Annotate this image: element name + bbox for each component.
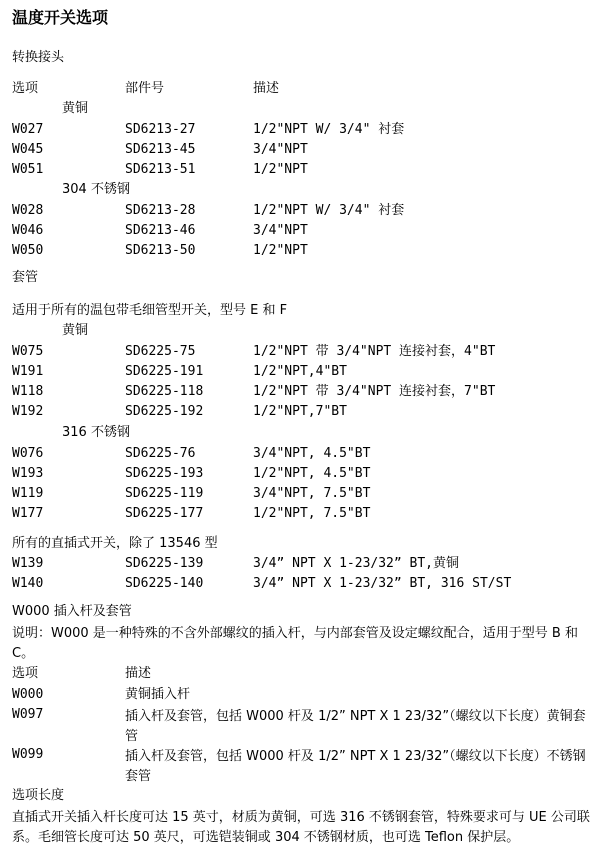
table-row (0, 142, 600, 160)
table-row (0, 162, 600, 180)
option-code: W027 (12, 122, 44, 137)
table-row (0, 203, 600, 221)
adapters-brass-label: 黄铜 (62, 101, 89, 116)
description: 3/4"NPT (253, 142, 308, 157)
option-code: W099 (12, 747, 44, 762)
table-row (0, 122, 600, 140)
length-heading: 选项长度 (12, 788, 65, 803)
description: 1/2"NPT, 4.5"BT (253, 466, 371, 481)
option-code: W177 (12, 506, 44, 521)
option-code: W191 (12, 364, 44, 379)
description: 黄铜插入杆 (125, 687, 191, 702)
part-number: SD6213-45 (125, 142, 196, 157)
description: 3/4” NPT X 1-23/32” BT,黄铜 (253, 556, 460, 571)
table-row (0, 384, 600, 402)
sleeves-heading: 套管 (12, 270, 39, 285)
part-number: SD6225-191 (125, 364, 204, 379)
table-row (0, 556, 600, 574)
option-code: W000 (12, 687, 44, 702)
col-desc-header: 描述 (125, 666, 152, 681)
col-part-header: 部件号 (125, 81, 165, 96)
table-row (0, 576, 600, 594)
option-code: W140 (12, 576, 44, 591)
part-number: SD6225-119 (125, 486, 204, 501)
description: 1/2"NPT (253, 243, 308, 258)
col-desc-header: 描述 (253, 81, 280, 96)
table-row (0, 243, 600, 261)
part-number: SD6213-46 (125, 223, 196, 238)
insert-note: 说明：W000 是一种特殊的不含外部螺纹的插入杆，与内部套管及设定螺纹配合，适用于型号 B 和 C。 (12, 626, 578, 661)
col-option-header: 选项 (12, 666, 39, 681)
option-code: W046 (12, 223, 44, 238)
description: 1/2"NPT,4"BT (253, 364, 347, 379)
part-number: SD6225-193 (125, 466, 204, 481)
sleeves-intro: 适用于所有的温包带毛细管型开关，型号 E 和 F (12, 303, 288, 318)
adapters-ss-label: 304 不锈钢 (62, 182, 130, 197)
option-code: W192 (12, 404, 44, 419)
option-code: W097 (12, 707, 44, 722)
table-row (0, 687, 600, 705)
description: 1/2"NPT W/ 3/4" 衬套 (253, 203, 405, 218)
table-row (0, 466, 600, 484)
description: 1/2"NPT 带 3/4"NPT 连接衬套，7"BT (253, 384, 496, 399)
table-row (0, 223, 600, 241)
page-title: 温度开关选项 (12, 8, 109, 27)
option-code: W119 (12, 486, 44, 501)
description: 1/2"NPT 带 3/4"NPT 连接衬套，4"BT (253, 344, 496, 359)
part-number: SD6225-140 (125, 576, 204, 591)
table-row (0, 486, 600, 504)
description: 1/2"NPT W/ 3/4" 衬套 (253, 122, 405, 137)
adapters-header-row (0, 81, 600, 99)
table-row (0, 446, 600, 464)
description: 插入杆及套管，包括 W000 杆及 1/2” NPT X 1 23/32”（螺纹以下长度）黄铜套管 (125, 709, 586, 744)
part-number: SD6225-75 (125, 344, 196, 359)
description: 1/2"NPT, 7.5"BT (253, 506, 371, 521)
part-number: SD6225-118 (125, 384, 204, 399)
description: 3/4"NPT (253, 223, 308, 238)
option-code: W118 (12, 384, 44, 399)
table-row (0, 404, 600, 422)
straight-intro: 所有的直插式开关，除了 13546 型 (12, 536, 218, 551)
option-code: W045 (12, 142, 44, 157)
part-number: SD6213-50 (125, 243, 196, 258)
option-code: W075 (12, 344, 44, 359)
table-row (0, 344, 600, 362)
adapters-heading: 转换接头 (12, 50, 65, 65)
option-code: W028 (12, 203, 44, 218)
description: 1/2"NPT,7"BT (253, 404, 347, 419)
sleeves-brass-label: 黄铜 (62, 323, 89, 338)
length-text: 直插式开关插入杆长度可达 15 英寸，材质为黄铜，可选 316 不锈钢套管，特殊要求可与 UE 公司联系。毛细管长度可达 50 英尺，可选铠装铜或 304 不锈钢材质，也可选 Teflon 保护层。 (12, 810, 590, 845)
part-number: SD6213-27 (125, 122, 196, 137)
description: 3/4” NPT X 1-23/32” BT, 316 ST/ST (253, 576, 512, 591)
part-number: SD6225-192 (125, 404, 204, 419)
sleeves-ss-label: 316 不锈钢 (62, 425, 130, 440)
option-code: W193 (12, 466, 44, 481)
col-option-header: 选项 (12, 81, 39, 96)
description: 插入杆及套管，包括 W000 杆及 1/2” NPT X 1 23/32”（螺纹以下长度）不锈钢套管 (125, 749, 586, 784)
option-code: W076 (12, 446, 44, 461)
part-number: SD6225-76 (125, 446, 196, 461)
option-code: W050 (12, 243, 44, 258)
description: 3/4"NPT, 7.5"BT (253, 486, 371, 501)
part-number: SD6213-28 (125, 203, 196, 218)
option-code: W139 (12, 556, 44, 571)
description: 3/4"NPT, 4.5"BT (253, 446, 371, 461)
part-number: SD6213-51 (125, 162, 196, 177)
insert-heading: W000 插入杆及套管 (12, 604, 132, 619)
part-number: SD6225-139 (125, 556, 204, 571)
table-row (0, 364, 600, 382)
insert-header-row (0, 666, 600, 684)
description: 1/2"NPT (253, 162, 308, 177)
table-row (0, 506, 600, 524)
part-number: SD6225-177 (125, 506, 204, 521)
option-code: W051 (12, 162, 44, 177)
